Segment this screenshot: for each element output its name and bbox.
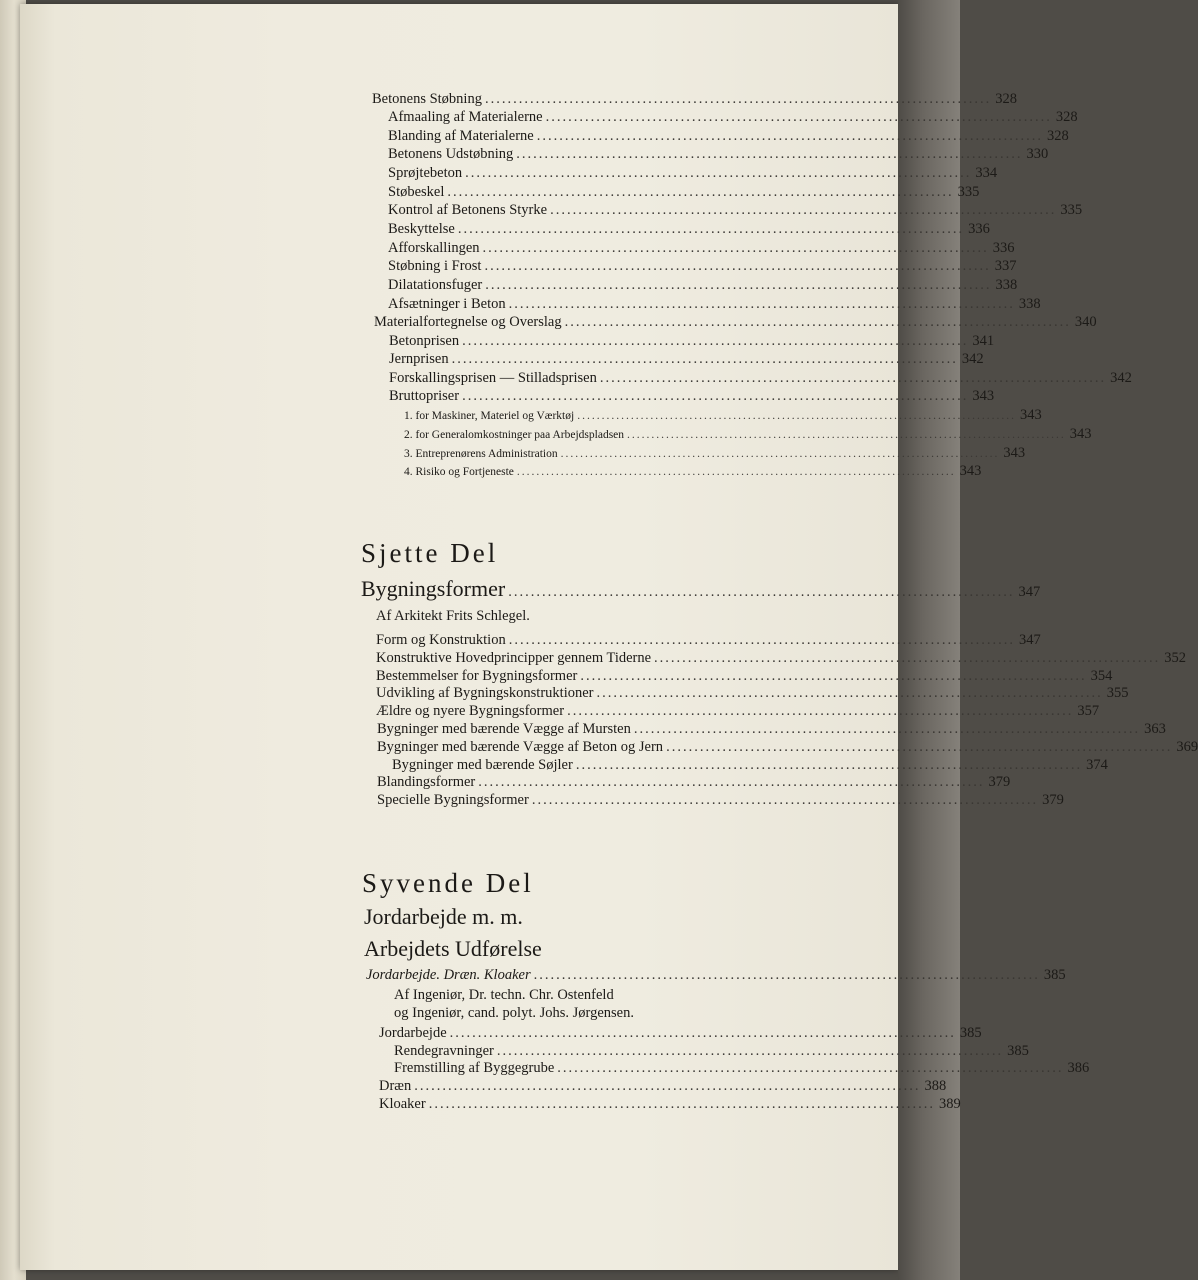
toc-entry: Bestemmelser for Bygningsformer .......................................................................................... 354 <box>376 668 1113 684</box>
toc-entry: Blandingsformer .......................................................................................... 379 <box>377 774 1011 790</box>
toc-entry: 3. Entreprenørens Administration .......................................................................................... 343 <box>404 445 1026 461</box>
toc-entry: Specielle Bygningsformer .......................................................................................... 379 <box>377 792 1064 808</box>
toc-entry: Afmaaling af Materialerne .......................................................................................... 328 <box>388 109 1078 125</box>
toc-entry: Forskallingsprisen — Stilladsprisen .......................................................................................... 342 <box>389 370 1132 386</box>
toc-section: Jordarbejde. Dræn. Kloaker .......................................................................................... 385 <box>366 967 1066 983</box>
toc-entry: Jernprisen .......................................................................................... 342 <box>389 351 984 367</box>
toc-entry: Ældre og nyere Bygningsformer .......................................................................................... 357 <box>376 703 1100 719</box>
toc-entry: Beskyttelse .......................................................................................... 336 <box>388 221 990 237</box>
toc-entry: Støbeskel .......................................................................................... 335 <box>388 184 980 200</box>
toc-entry: Rendegravninger .......................................................................................... 385 <box>394 1043 1029 1059</box>
toc-entry: Form og Konstruktion .......................................................................................... 347 <box>376 632 1041 648</box>
toc-entry: Bruttopriser .......................................................................................... 343 <box>389 388 995 404</box>
toc-entry: Afsætninger i Beton .......................................................................................... 338 <box>388 296 1041 312</box>
toc-heading: Jordarbejde m. m. <box>364 904 523 929</box>
toc-entry: Sprøjtebeton .......................................................................................... 334 <box>388 165 998 181</box>
toc-entry: Betonens Udstøbning .......................................................................................... 330 <box>388 146 1049 162</box>
toc-entry: Dilatationsfuger .......................................................................................... 338 <box>388 277 1018 293</box>
toc-entry: Materialfortegnelse og Overslag .......................................................................................... 340 <box>374 314 1097 330</box>
toc-entry: 4. Risiko og Fortjeneste .......................................................................................... 343 <box>404 463 982 479</box>
toc-entry: Betonens Støbning .......................................................................................... 328 <box>372 91 1017 107</box>
toc-entry: Jordarbejde .......................................................................................... 385 <box>379 1025 982 1041</box>
author-credit: og Ingeniør, cand. polyt. Johs. Jørgensen. <box>394 1005 634 1021</box>
toc-entry: 2. for Generalomkostninger paa Arbejdspladsen .......................................................................................... 343 <box>404 426 1092 442</box>
toc-entry: Fremstilling af Byggegrube .......................................................................................... 386 <box>394 1060 1090 1076</box>
toc-entry: Kontrol af Betonens Styrke .......................................................................................... 335 <box>388 202 1083 218</box>
toc-entry: Bygninger med bærende Vægge af Mursten .......................................................................................... 363 <box>377 721 1166 737</box>
toc-entry: Udvikling af Bygningskonstruktioner .......................................................................................... 355 <box>376 685 1129 701</box>
toc-entry: Konstruktive Hovedprincipper gennem Tiderne .......................................................................................... 352 <box>376 650 1187 666</box>
toc-entry: Bygninger med bærende Søjler .......................................................................................... 374 <box>392 757 1108 773</box>
author-credit: Af Ingeniør, Dr. techn. Chr. Ostenfeld <box>394 987 614 1003</box>
author-credit: Af Arkitekt Frits Schlegel. <box>376 608 530 624</box>
toc-entry: 1. for Maskiner, Materiel og Værktøj .......................................................................................... 343 <box>404 407 1042 423</box>
toc-entry: Betonprisen .......................................................................................... 341 <box>389 333 995 349</box>
toc-entry: Støbning i Frost .......................................................................................... 337 <box>388 258 1017 274</box>
toc-entry: Blanding af Materialerne .......................................................................................... 328 <box>388 128 1069 144</box>
part-title: Syvende Del <box>362 868 534 898</box>
part-title: Sjette Del <box>361 538 499 568</box>
toc-heading: Bygningsformer .......................................................................................... 347 <box>361 576 1041 601</box>
toc-entry: Dræn .......................................................................................... 388 <box>379 1078 947 1094</box>
toc-entry: Afforskallingen .......................................................................................... 336 <box>388 240 1015 256</box>
toc-entry: Kloaker .......................................................................................... 389 <box>379 1096 961 1112</box>
toc-entry: Bygninger med bærende Vægge af Beton og Jern .......................................................................................... 369 <box>377 739 1198 755</box>
toc-heading: Arbejdets Udførelse <box>364 936 542 961</box>
